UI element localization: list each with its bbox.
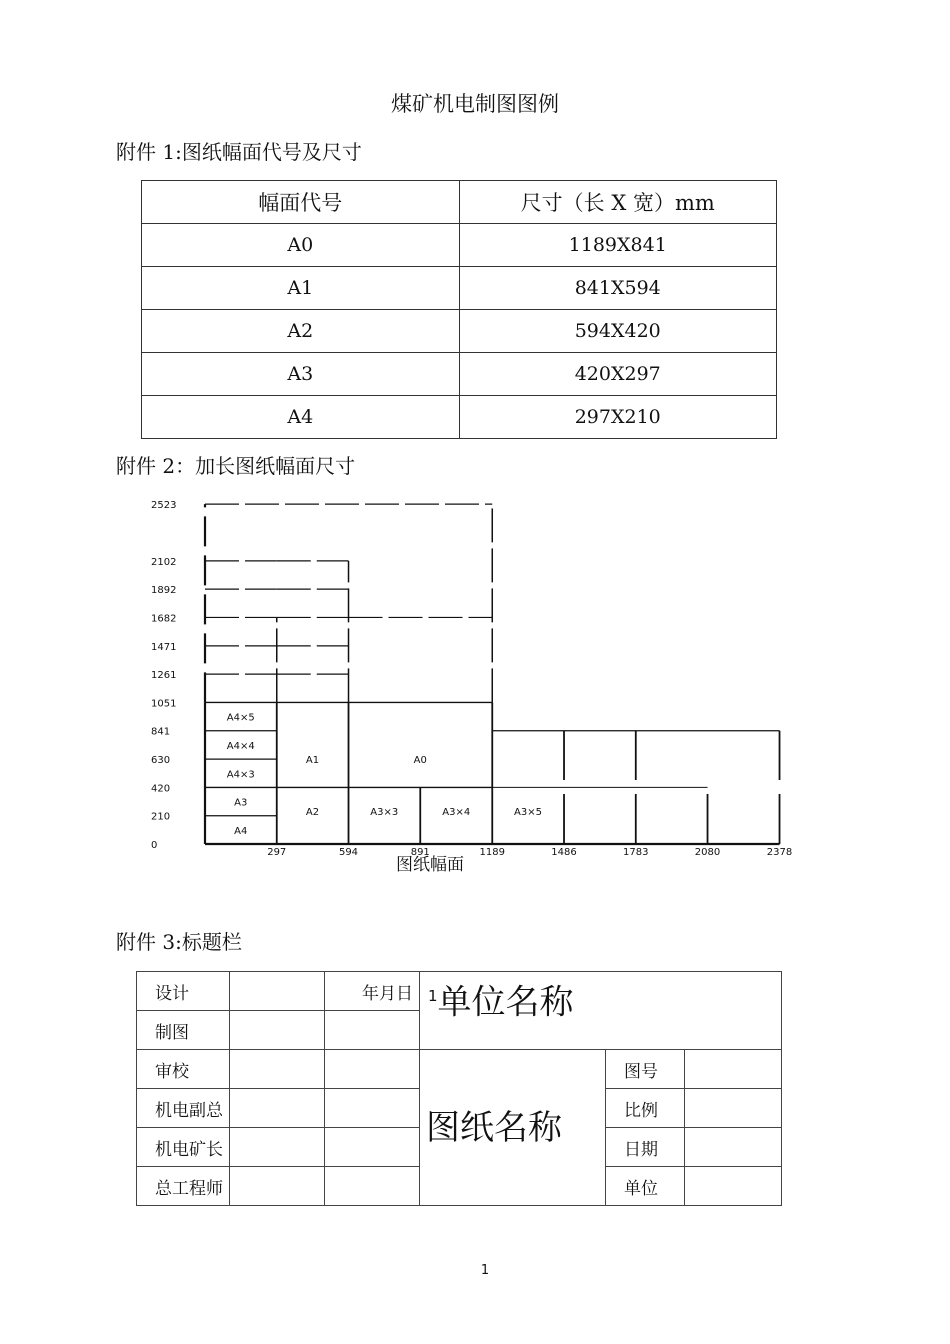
x-tick-label: 297 (267, 847, 287, 858)
code-cell: A4 (142, 396, 460, 439)
unit-name-cell (420, 972, 782, 1050)
date-field-label: 日期 (606, 1128, 685, 1167)
table-row (142, 310, 777, 353)
empty-cell (230, 1011, 325, 1050)
section1-heading: 附件 1:图纸幅面代号及尺寸 (116, 140, 362, 164)
table-row (142, 267, 777, 310)
section2-heading: 附件 2：加长图纸幅面尺寸 (116, 454, 356, 478)
x-tick-label: 1189 (479, 847, 505, 858)
empty-cell (230, 1128, 325, 1167)
size-cell: 1189X841 (459, 224, 777, 267)
cell-label: A0 (413, 755, 427, 767)
size-cell: 594X420 (459, 310, 777, 353)
empty-cell (230, 1089, 325, 1128)
date-label: 年月日 (325, 972, 420, 1011)
scale-label: 比例 (606, 1089, 685, 1128)
y-tick-label: 841 (151, 726, 171, 738)
paper-size-diagram (145, 492, 810, 877)
x-tick-label: 2378 (766, 847, 793, 858)
cell-label: A3×5 (514, 806, 542, 818)
diagram-frame (205, 504, 780, 844)
table-row (142, 396, 777, 439)
size-cell: 297X210 (459, 396, 777, 439)
column-header: 幅面代号 (142, 181, 460, 224)
x-axis-labels (267, 847, 792, 858)
drawing-name: 图纸名称 (426, 1107, 562, 1148)
y-tick-label: 2523 (151, 500, 177, 512)
y-tick-label: 1682 (151, 613, 177, 625)
cell-label: A3×3 (370, 806, 399, 818)
chief-engineer-label: 总工程师 (137, 1167, 230, 1206)
y-tick-label: 2102 (151, 556, 177, 568)
deputy-chief-label: 机电副总 (137, 1089, 230, 1128)
y-tick-label: 420 (151, 783, 171, 795)
x-tick-label: 1486 (551, 847, 577, 858)
table-header-row (142, 181, 777, 224)
x-tick-label: 2080 (694, 847, 721, 858)
x-tick-label: 1783 (623, 847, 649, 858)
empty-cell (685, 1089, 782, 1128)
column-header: 尺寸（长 X 宽）mm (459, 181, 777, 224)
mine-manager-label: 机电矿长 (137, 1128, 230, 1167)
table-row (142, 353, 777, 396)
empty-cell (325, 1089, 420, 1128)
code-cell: A1 (142, 267, 460, 310)
y-tick-label: 1892 (151, 585, 177, 597)
unit-name: 单位名称 (437, 982, 574, 1023)
y-tick-label: 630 (151, 755, 171, 767)
cell-label: A4×3 (226, 769, 255, 781)
cell-label: A3 (234, 797, 248, 809)
cell-label: A3×4 (442, 806, 471, 818)
y-tick-label: 210 (151, 811, 171, 823)
empty-cell (325, 1011, 420, 1050)
section3-heading: 附件 3:标题栏 (116, 930, 242, 954)
x-tick-label: 594 (338, 847, 359, 858)
unit-name-prefix: 1 (428, 987, 438, 1005)
code-cell: A3 (142, 353, 460, 396)
y-tick-label: 1051 (151, 698, 177, 710)
page-number: 1 (480, 1263, 490, 1278)
cell-label: A4×4 (226, 740, 255, 752)
y-tick-label: 1471 (151, 641, 177, 653)
size-cell: 841X594 (459, 267, 777, 310)
design-label: 设计 (137, 972, 230, 1011)
empty-cell (685, 1167, 782, 1206)
empty-cell (685, 1050, 782, 1089)
x-tick-label: 891 (410, 847, 430, 858)
cell-label: A4×5 (226, 712, 255, 724)
y-tick-label: 0 (151, 840, 158, 851)
drawing-number-label: 图号 (606, 1050, 685, 1089)
review-label: 审校 (137, 1050, 230, 1089)
size-cell: 420X297 (459, 353, 777, 396)
cell-label: A1 (305, 755, 320, 767)
drawing-label: 制图 (137, 1011, 230, 1050)
code-cell: A0 (142, 224, 460, 267)
cell-label: A2 (305, 806, 320, 818)
document-title: 煤矿机电制图图例 (391, 92, 559, 116)
empty-cell (685, 1128, 782, 1167)
cell-label: A4 (234, 825, 248, 837)
y-tick-label: 1261 (151, 670, 177, 682)
empty-cell (325, 1128, 420, 1167)
empty-cell (230, 1167, 325, 1206)
design-name-cell (230, 972, 325, 1011)
drawing-name-cell (420, 1050, 606, 1206)
x-axis-title: 图纸幅面 (396, 855, 464, 875)
paper-size-table (141, 180, 777, 439)
title-block-table (136, 971, 782, 1206)
empty-cell (230, 1050, 325, 1089)
empty-cell (325, 1167, 420, 1206)
code-cell: A2 (142, 310, 460, 353)
y-axis-labels (151, 500, 176, 851)
table-row (142, 224, 777, 267)
empty-cell (325, 1050, 420, 1089)
unit-label: 单位 (606, 1167, 685, 1206)
